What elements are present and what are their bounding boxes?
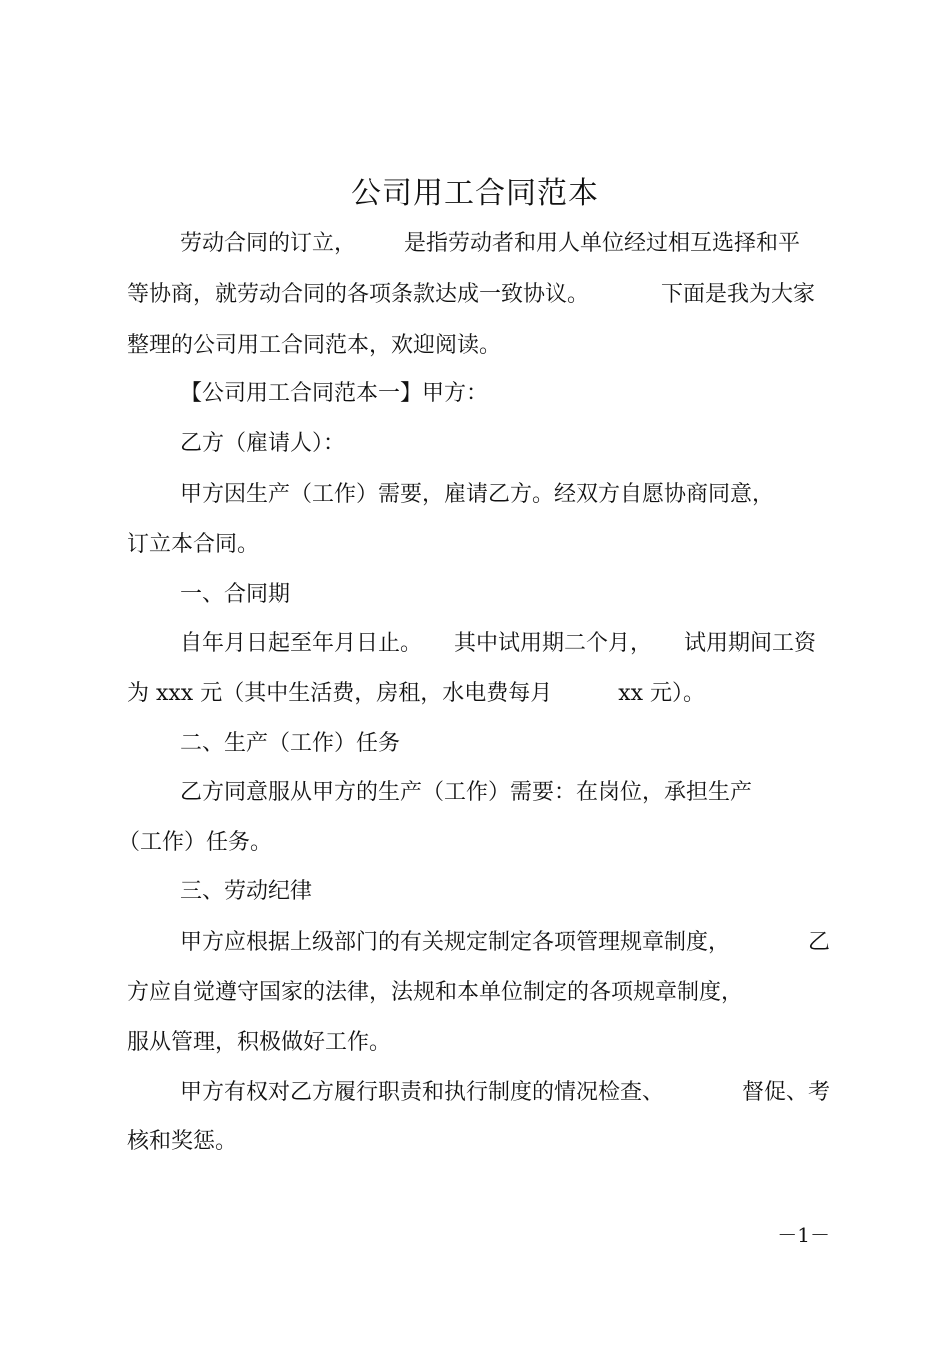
text-segment: 二、生产（工作）任务	[180, 731, 401, 756]
document-title: 公司用工合同范本	[351, 176, 599, 211]
paragraph-line	[127, 1126, 237, 1158]
text-segment: 自年月日起至年月日止。	[180, 631, 423, 656]
paragraph-line	[127, 678, 705, 710]
text-segment: （工作）任务。	[118, 830, 273, 855]
paragraph-line	[180, 628, 816, 660]
text-segment: 乙方（雇请人）：	[180, 431, 346, 456]
text-segment: 劳动合同的订立，	[180, 231, 357, 256]
section-heading	[180, 579, 290, 611]
text-segment: 其中试用期二个月，	[453, 631, 652, 656]
paragraph-line	[180, 777, 752, 809]
paragraph-line	[127, 1027, 391, 1059]
paragraph-line	[180, 479, 774, 511]
text-segment: 核和奖惩。	[127, 1129, 238, 1154]
section-heading	[180, 378, 488, 410]
paragraph-line	[127, 977, 743, 1009]
text-segment: 甲方应根据上级部门的有关规定制定各项管理规章制度，	[180, 930, 731, 955]
paragraph-line	[180, 428, 345, 460]
paragraph-line	[180, 228, 800, 260]
text-segment: 方应自觉遵守国家的法律，法规和本单位制定的各项规章制度，	[127, 980, 744, 1005]
text-segment: 乙	[807, 930, 830, 955]
text-segment: 整理的公司用工合同范本，欢迎阅读。	[127, 333, 502, 358]
paragraph-line	[118, 827, 272, 859]
text-segment: 一、合同期	[180, 582, 291, 607]
text-segment: 下面是我为大家	[660, 282, 815, 307]
text-segment: 服从管理，积极做好工作。	[127, 1030, 392, 1055]
page-number: －1－	[777, 1223, 830, 1247]
text-segment: 为 xxx 元（其中生活费，房租，水电费每月	[127, 681, 553, 706]
text-segment: 三、劳动纪律	[180, 879, 313, 904]
paragraph-line	[127, 330, 501, 362]
text-segment: 是指劳动者和用人单位经过相互选择和平	[403, 231, 800, 256]
paragraph-line	[180, 1077, 830, 1109]
text-segment: 甲方因生产（工作）需要，雇请乙方。经双方自愿协商同意，	[180, 482, 775, 507]
paragraph-line	[127, 529, 259, 561]
text-segment: 乙方同意服从甲方的生产（工作）需要：在岗位，承担生产	[180, 780, 753, 805]
section-heading	[180, 876, 312, 908]
text-segment: 试用期间工资	[683, 631, 816, 656]
text-segment: 等协商，就劳动合同的各项条款达成一致协议。	[127, 282, 590, 307]
paragraph-line	[180, 927, 830, 959]
text-segment: 督促、考	[741, 1080, 830, 1105]
text-segment: 【公司用工合同范本一】甲方：	[180, 381, 489, 406]
section-heading	[180, 728, 400, 760]
text-segment: 甲方有权对乙方履行职责和执行制度的情况检查、	[180, 1080, 665, 1105]
text-segment: 订立本合同。	[127, 532, 260, 557]
paragraph-line	[127, 279, 815, 311]
text-segment: xx 元）。	[618, 681, 705, 706]
